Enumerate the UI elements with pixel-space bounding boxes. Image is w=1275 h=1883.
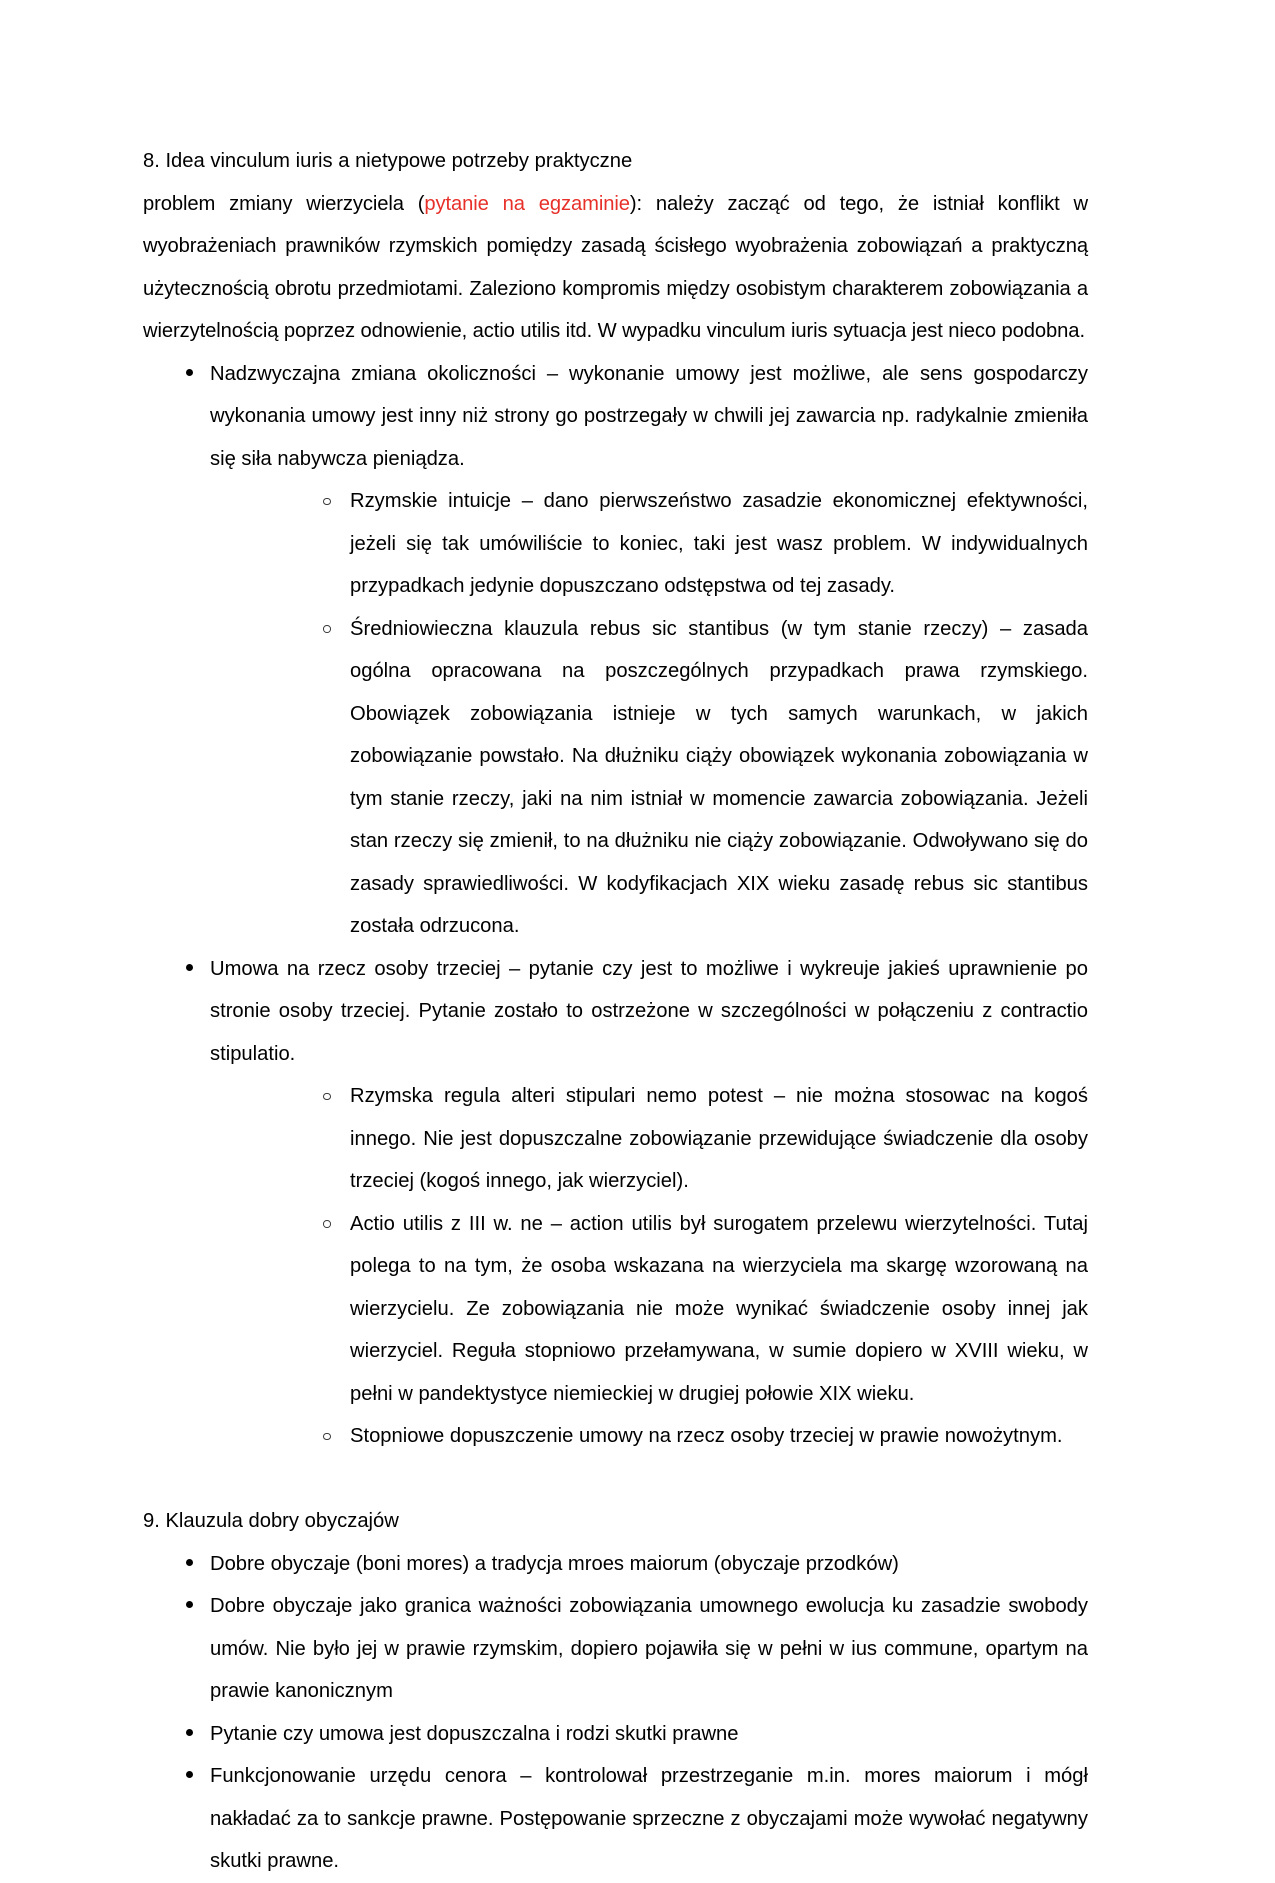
- intro-text-before-highlight: problem zmiany wierzyciela (: [143, 192, 425, 215]
- hollow-bullet-icon: [320, 608, 334, 651]
- hollow-bullet-icon: [320, 480, 334, 523]
- list-item: [210, 1075, 1088, 1203]
- list-item-label: Pytanie czy umowa jest dopuszczalna i rodzi skutki prawne: [210, 1722, 739, 1745]
- section-8-intro-paragraph: [143, 183, 1088, 353]
- intro-text-after-highlight: ): należy zacząć od tego, że istniał konflikt w wyobrażeniach prawników rzymskich pomiędzy zasadą ścisłego wyobrażenia zobowiązań a praktyczną użytecznością obrotu przedmiotami. Zaleziono kompromis między osobistym charakterem zobowiązania a wierzytelnością poprzez odnowienie, actio utilis itd. W wypadku vinculum iuris sytuacja jest nieco podobna.: [143, 192, 1088, 342]
- list-item: [210, 480, 1088, 608]
- filled-bullet-icon: [182, 1585, 196, 1628]
- list-item-label: Rzymskie intuicje – dano pierwszeństwo zasadzie ekonomicznej efektywności, jeżeli się tak umówiliście to koniec, taki jest wasz problem. W indywidualnych przypadkach jedynie dopuszczano odstępstwa od tej zasady.: [350, 490, 1088, 597]
- section-9-bullet-list: [143, 1543, 1088, 1883]
- hollow-bullet-icon: [320, 1203, 334, 1246]
- list-item-label: Dobre obyczaje jako granica ważności zobowiązania umownego ewolucja ku zasadzie swobody umów. Nie było jej w prawie rzymskim, dopiero pojawiła się w pełni w ius commune, opartym na prawie kanonicznym: [210, 1595, 1088, 1702]
- section-8-bullet-list: [143, 353, 1088, 1458]
- list-item: [210, 1203, 1088, 1416]
- section-divider-space: [143, 1458, 1088, 1501]
- section-9: [143, 1500, 1088, 1883]
- filled-bullet-icon: [182, 353, 196, 396]
- section-9-heading: 9. Klauzula dobry obyczajów: [143, 1510, 399, 1532]
- list-item-label: Umowa na rzecz osoby trzeciej – pytanie czy jest to możliwe i wykreuje jakieś uprawnienie po stronie osoby trzeciej. Pytanie zostało to ostrzeżone w szczególności w połączeniu z contractio stipulatio.: [210, 957, 1088, 1065]
- filled-bullet-icon: [182, 1713, 196, 1756]
- list-item: [210, 1415, 1088, 1458]
- filled-bullet-icon: [182, 1755, 196, 1798]
- list-item-label: Średniowieczna klauzula rebus sic stantibus (w tym stanie rzeczy) – zasada ogólna opracowana na poszczególnych przypadkach prawa rzymskiego. Obowiązek zobowiązania istnieje w tych samych warunkach, w jakich zobowiązanie powstało. Na dłużniku ciąży obowiązek wykonania zobowiązania w tym stanie rzeczy, jaki na nim istniał w momencie zawarcia zobowiązania. Jeżeli stan rzeczy się zmienił, to na dłużniku nie ciąży zobowiązanie. Odwoływano się do zasady sprawiedliwości. W kodyfikacjach XIX wieku zasadę rebus sic stantibus została odrzucona.: [350, 617, 1088, 937]
- list-item: [210, 608, 1088, 948]
- section-8-heading: 8. Idea vinculum iuris a nietypowe potrzeby praktyczne: [143, 150, 633, 172]
- list-item-label: Stopniowe dopuszczenie umowy na rzecz osoby trzeciej w prawie nowożytnym.: [350, 1425, 1063, 1447]
- exam-question-highlight: pytanie na egzaminie: [424, 192, 630, 215]
- list-item: [143, 948, 1088, 1458]
- list-item-label: Funkcjonowanie urzędu cenora – kontrolował przestrzeganie m.in. mores maiorum i mógł nakładać za to sankcje prawne. Postępowanie sprzeczne z obyczajami może wywołać negatywny skutki prawne.: [210, 1765, 1088, 1872]
- list-item-label: Dobre obyczaje (boni mores) a tradycja mroes maiorum (obyczaje przodków): [210, 1552, 899, 1575]
- list-item: [143, 1713, 1088, 1756]
- filled-bullet-icon: [182, 948, 196, 991]
- list-item-label: Rzymska regula alteri stipulari nemo potest – nie można stosowac na kogoś innego. Nie jest dopuszczalne zobowiązanie przewidujące świadczenie dla osoby trzeciej (kogoś innego, jak wierzyciel).: [350, 1085, 1088, 1192]
- document-body: [143, 140, 1088, 1883]
- section-8: [143, 140, 1088, 1458]
- list-item: [143, 1585, 1088, 1713]
- filled-bullet-icon: [182, 1543, 196, 1586]
- list-item: [143, 1543, 1088, 1586]
- list-item-label: Actio utilis z III w. ne – action utilis był surogatem przelewu wierzytelności. Tutaj polega to na tym, że osoba wskazana na wierzyciela ma skargę wzorowaną na wierzycielu. Ze zobowiązania nie może wynikać świadczenie osoby innej jak wierzyciel. Reguła stopniowo przełamywana, w sumie dopiero w XVIII wieku, w pełni w pandektystyce niemieckiej w drugiej połowie XIX wieku.: [350, 1212, 1088, 1405]
- sublist: [210, 1075, 1088, 1458]
- hollow-bullet-icon: [320, 1415, 334, 1458]
- list-item-label: Nadzwyczajna zmiana okoliczności – wykonanie umowy jest możliwe, ale sens gospodarczy wykonania umowy jest inny niż strony go postrzegały w chwili jej zawarcia np. radykalnie zmieniła się siła nabywcza pieniądza.: [210, 362, 1088, 470]
- list-item: [143, 353, 1088, 948]
- hollow-bullet-icon: [320, 1075, 334, 1118]
- sublist: [210, 480, 1088, 948]
- list-item: [143, 1755, 1088, 1883]
